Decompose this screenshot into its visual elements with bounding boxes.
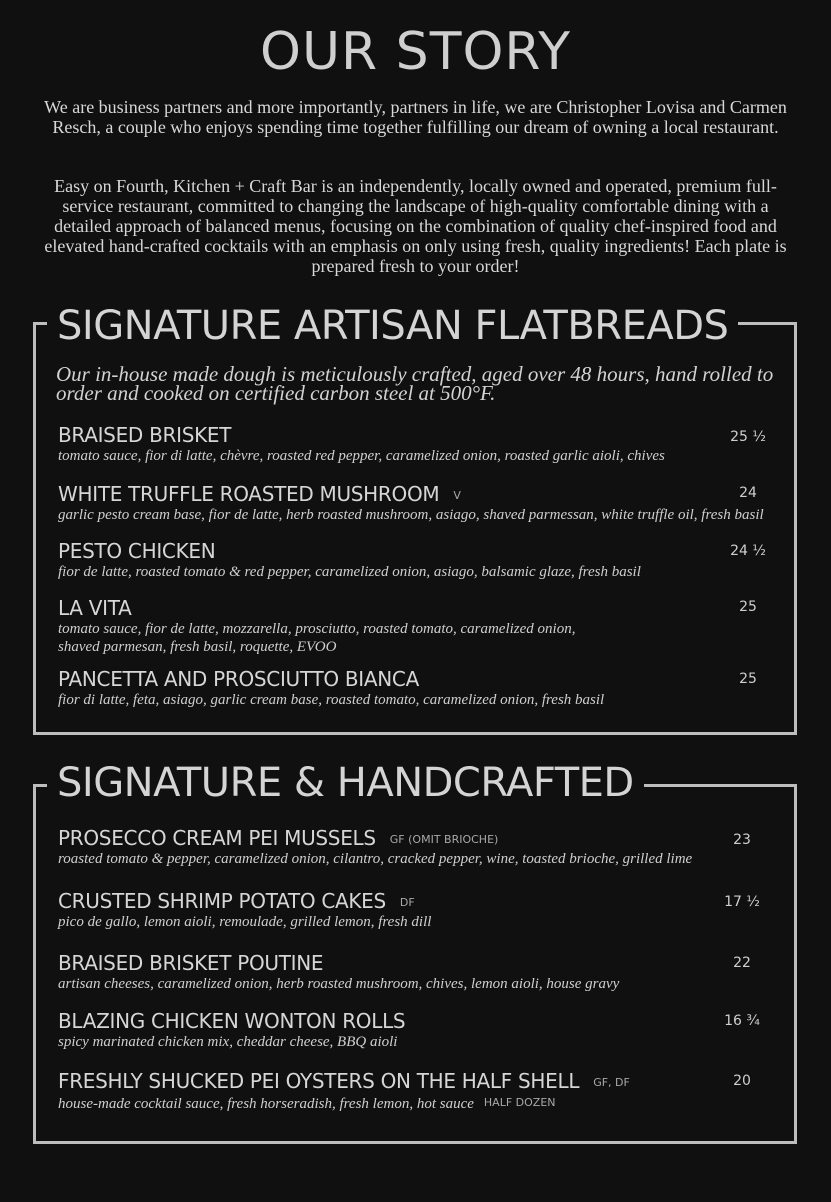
item-price: 20 [733,1073,751,1089]
item-price: 25 ½ [730,429,766,445]
menu-item [58,482,778,524]
story-title: OUR STORY [260,22,571,82]
item-tag: V [453,489,461,502]
item-name: BRAISED BRISKET POUTINE [58,951,324,975]
item-name: CRUSTED SHRIMP POTATO CAKES DF [58,889,415,913]
item-name: FRESHLY SHUCKED PEI OYSTERS ON THE HALF SHELL GF, DF [58,1069,630,1093]
item-price: 22 [733,955,751,971]
item-description: tomato sauce, fior de latte, mozzarella, prosciutto, roasted tomato, caramelized onion, [58,621,576,637]
item-name: BRAISED BRISKET [58,423,232,447]
handcrafted-title: SIGNATURE & HANDCRAFTED [47,760,644,806]
flatbreads-intro: Our in-house made dough is meticulously crafted, aged over 48 hours, hand rolled to order and cooked on certified carbon steel at 500°F. [56,362,774,405]
item-serving-tag: HALF DOZEN [483,1096,556,1109]
item-name: PROSECCO CREAM PEI MUSSELS GF (OMIT BRIOCHE) [58,826,499,850]
menu-item [58,667,778,709]
item-name: BLAZING CHICKEN WONTON ROLLS [58,1009,406,1033]
item-description: artisan cheeses, caramelized onion, herb roasted mushroom, chives, lemon aioli, house gravy [58,976,620,992]
item-tag: GF (OMIT BRIOCHE) [389,833,499,846]
item-name: PESTO CHICKEN [58,539,216,563]
item-name: PANCETTA AND PROSCIUTTO BIANCA [58,667,419,691]
menu-item [58,539,778,581]
item-description: fior di latte, feta, asiago, garlic cream base, roasted tomato, caramelized onion, fresh basil [58,692,605,708]
item-name: LA VITA [58,596,132,620]
menu-item [58,826,778,868]
item-description: spicy marinated chicken mix, cheddar cheese, BBQ aioli [58,1034,398,1050]
item-price: 24 ½ [730,543,766,559]
item-tag: GF, DF [593,1076,630,1089]
menu-item [58,1069,778,1113]
item-description: house-made cocktail sauce, fresh horseradish, fresh lemon, hot sauce HALF DOZEN [58,1096,556,1112]
menu-item [58,951,778,993]
menu-item [58,423,778,465]
item-price: 16 ¾ [724,1013,760,1029]
item-description: tomato sauce, fior di latte, chèvre, roasted red pepper, caramelized onion, roasted garlic aioli, chives [58,448,665,464]
item-description: roasted tomato & pepper, caramelized onion, cilantro, cracked pepper, wine, toasted brioche, grilled lime [58,851,693,867]
menu-item [58,596,778,656]
item-tag: DF [399,896,415,909]
item-description-line-2: shaved parmesan, fresh basil, roquette, EVOO [58,639,337,655]
story-paragraph-2: Easy on Fourth, Kitchen + Craft Bar is an independently, locally owned and operated, premium full-service restaurant, committed to changing the landscape of high-quality comfortable dining with a detailed approach of balanced menus, focusing on the combination of quality chef-inspired food and elevated hand-crafted cocktails with an emphasis on only using fresh, quality ingredients! Each plate is prepared fresh to your order! [44,176,787,276]
item-description: garlic pesto cream base, fior de latte, herb roasted mushroom, asiago, shaved parmessan, white truffle oil, fresh basil [58,507,764,523]
story-paragraph-1: We are business partners and more importantly, partners in life, we are Christopher Lovisa and Carmen Resch, a couple who enjoys spending time together fulfilling our dream of owning a local restaurant. [44,97,787,137]
item-price: 17 ½ [724,894,760,910]
flatbreads-title: SIGNATURE ARTISAN FLATBREADS [47,303,738,349]
menu-item [58,889,778,931]
menu-item [58,1009,778,1051]
item-price: 25 [739,671,757,687]
item-price: 24 [739,485,757,501]
item-name: WHITE TRUFFLE ROASTED MUSHROOM V [58,482,461,506]
item-price: 23 [733,832,751,848]
item-description: pico de gallo, lemon aioli, remoulade, grilled lemon, fresh dill [58,914,432,930]
item-description: fior de latte, roasted tomato & red pepper, caramelized onion, asiago, balsamic glaze, fresh basil [58,564,641,580]
item-price: 25 [739,599,757,615]
